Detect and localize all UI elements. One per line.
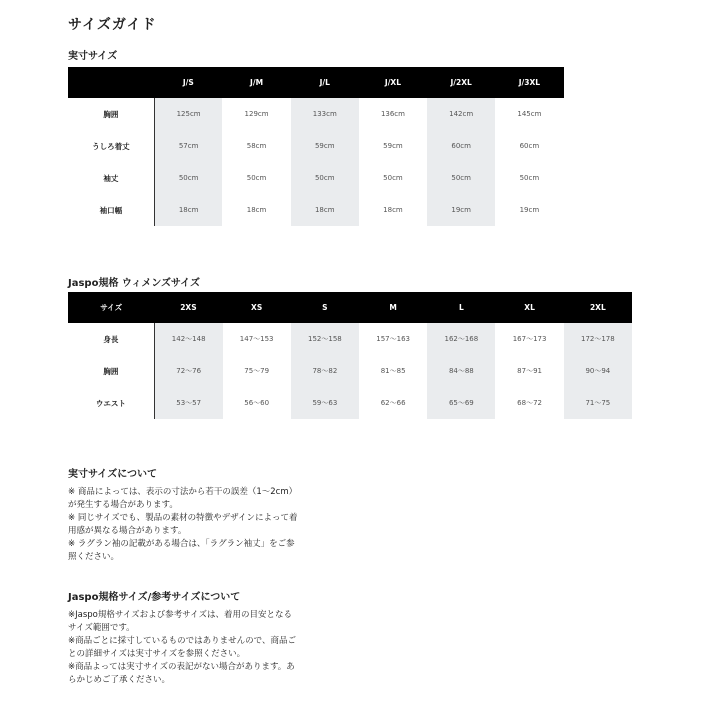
table-cell: 60cm bbox=[427, 130, 495, 162]
table-cell: 133cm bbox=[291, 98, 359, 130]
table-cell: 90〜94 bbox=[564, 355, 632, 387]
column-header: J/S bbox=[154, 67, 222, 98]
note-line: 照ください。 bbox=[68, 552, 120, 562]
table-cell: 75〜79 bbox=[244, 367, 270, 375]
table-cell: 19cm bbox=[519, 206, 540, 214]
note-line: ※ ラグラン袖の記載がある場合は、「ラグラン袖丈」をご参 bbox=[68, 539, 295, 549]
actual-size-table bbox=[68, 67, 564, 226]
table-cell: 125cm bbox=[154, 98, 222, 130]
table-row bbox=[68, 162, 564, 194]
row-label: 袖口幅 bbox=[68, 194, 154, 226]
row-label: 袖丈 bbox=[68, 162, 154, 194]
table-row bbox=[68, 98, 564, 130]
column-header: L bbox=[427, 292, 495, 323]
note-line: ※Jaspo規格サイズおよび参考サイズは、着用の目安となる bbox=[68, 610, 293, 620]
table-row bbox=[68, 130, 564, 162]
row-label: うしろ着丈 bbox=[68, 130, 154, 162]
note-line: ※商品よっては実寸サイズの表記がない場合があります。あ bbox=[68, 662, 295, 672]
table-cell: 19cm bbox=[427, 194, 495, 226]
table-cell: 50cm bbox=[383, 174, 403, 182]
table-cell: 56〜60 bbox=[244, 399, 270, 407]
table-cell: 78〜82 bbox=[291, 355, 359, 387]
row-label: ウエスト bbox=[68, 387, 154, 419]
table-cell: 57cm bbox=[154, 130, 222, 162]
section-title-actual-size: 実寸サイズ bbox=[68, 51, 118, 62]
note-line: らかじめご了承ください。 bbox=[68, 675, 171, 685]
table-cell: 145cm bbox=[517, 110, 542, 118]
table-cell: 71〜75 bbox=[564, 387, 632, 419]
table-row bbox=[68, 387, 632, 419]
note-line: との詳細サイズは実寸サイズを参照ください。 bbox=[68, 649, 246, 659]
row-label: 身長 bbox=[68, 323, 154, 355]
table-cell: 53〜57 bbox=[154, 387, 222, 419]
section-title-jaspo-womens: Jaspo規格 ウィメンズサイズ bbox=[68, 278, 201, 289]
table-corner bbox=[68, 67, 154, 98]
page-title: サイズガイド bbox=[68, 17, 157, 33]
table-cell: 157〜163 bbox=[376, 335, 410, 343]
note-line: ※ 商品によっては、表示の寸法から若干の誤差（1〜2cm） bbox=[68, 487, 298, 497]
table-cell: 50cm bbox=[427, 162, 495, 194]
column-header: J/2XL bbox=[427, 67, 495, 98]
table-cell: 58cm bbox=[246, 142, 267, 150]
table-cell: 129cm bbox=[244, 110, 269, 118]
table-cell: 62〜66 bbox=[380, 399, 406, 407]
table-cell: 50cm bbox=[154, 162, 222, 194]
column-header: XL bbox=[495, 292, 563, 323]
table-cell: 59cm bbox=[291, 130, 359, 162]
table-cell: 172〜178 bbox=[564, 323, 632, 355]
table-corner: サイズ bbox=[68, 292, 154, 323]
column-header: J/3XL bbox=[495, 67, 563, 98]
table-cell: 142〜148 bbox=[154, 323, 222, 355]
notes-title: 実寸サイズについて bbox=[68, 469, 157, 480]
table-cell: 167〜173 bbox=[512, 335, 547, 343]
table-row bbox=[68, 194, 564, 226]
table-cell: 81〜85 bbox=[380, 367, 406, 375]
table-cell: 50cm bbox=[246, 174, 267, 182]
column-header: S bbox=[291, 292, 359, 323]
table-cell: 18cm bbox=[383, 206, 403, 214]
table-cell: 59cm bbox=[383, 142, 403, 150]
table-cell: 84〜88 bbox=[427, 355, 495, 387]
row-label: 胸囲 bbox=[68, 355, 154, 387]
table-cell: 147〜153 bbox=[239, 335, 274, 343]
table-header-row bbox=[68, 67, 564, 98]
table-cell: 87〜91 bbox=[517, 367, 542, 375]
note-line: ※商品ごとに採寸しているものではありませんので、商品ご bbox=[68, 636, 296, 646]
column-header: 2XL bbox=[564, 292, 632, 323]
note-line: サイズ範囲です。 bbox=[68, 623, 135, 633]
jaspo-size-notes bbox=[68, 591, 328, 687]
notes-title: Jaspo規格サイズ/参考サイズについて bbox=[68, 592, 241, 603]
table-cell: 72〜76 bbox=[154, 355, 222, 387]
column-header: J/M bbox=[222, 67, 290, 98]
row-label: 胸囲 bbox=[68, 98, 154, 130]
note-line: が発生する場合があります。 bbox=[68, 500, 178, 510]
table-cell: 59〜63 bbox=[291, 387, 359, 419]
column-header: M bbox=[359, 292, 427, 323]
column-header: J/L bbox=[291, 67, 359, 98]
table-cell: 152〜158 bbox=[291, 323, 359, 355]
table-cell: 142cm bbox=[427, 98, 495, 130]
note-line: ※ 同じサイズでも、製品の素材の特徴やデザインによって着 bbox=[68, 513, 298, 523]
column-header: 2XS bbox=[154, 292, 222, 323]
column-header: J/XL bbox=[359, 67, 427, 98]
table-cell: 65〜69 bbox=[427, 387, 495, 419]
table-cell: 18cm bbox=[291, 194, 359, 226]
actual-size-notes bbox=[68, 468, 328, 564]
table-cell: 68〜72 bbox=[517, 399, 542, 407]
table-cell: 60cm bbox=[519, 142, 540, 150]
table-row bbox=[68, 355, 632, 387]
table-cell: 18cm bbox=[246, 206, 267, 214]
table-cell: 50cm bbox=[291, 162, 359, 194]
jaspo-womens-size-table bbox=[68, 292, 632, 419]
table-cell: 18cm bbox=[154, 194, 222, 226]
table-cell: 50cm bbox=[519, 174, 540, 182]
table-row bbox=[68, 323, 632, 355]
column-header: XS bbox=[223, 292, 291, 323]
table-header-row bbox=[68, 292, 632, 323]
note-line: 用感が異なる場合があります。 bbox=[68, 526, 187, 536]
table-cell: 136cm bbox=[380, 110, 405, 118]
table-cell: 162〜168 bbox=[427, 323, 495, 355]
